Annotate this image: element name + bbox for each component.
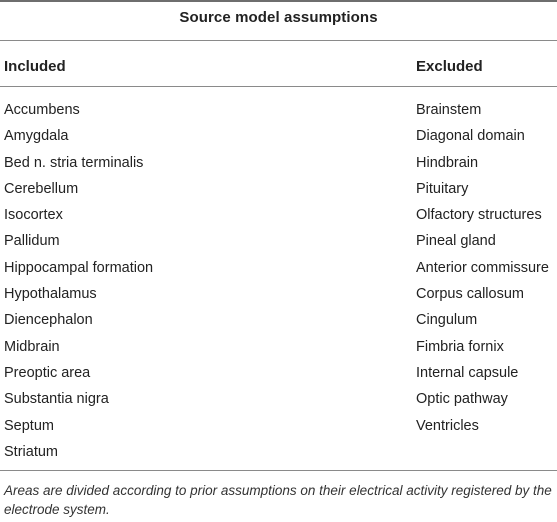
- list-item: Cingulum: [416, 312, 478, 329]
- title-rule: [0, 40, 557, 41]
- list-item: Fimbria fornix: [416, 338, 504, 355]
- list-item: Hindbrain: [416, 154, 479, 171]
- list-item: Ventricles: [416, 417, 479, 434]
- list-item: Brainstem: [416, 102, 482, 118]
- list-item: Pallidum: [4, 233, 60, 250]
- list-item: Bed n. stria terminalis: [4, 154, 144, 171]
- list-item: Optic pathway: [416, 391, 508, 408]
- list-item: Hippocampal formation: [4, 259, 154, 276]
- list-item: Anterior commissure: [416, 259, 549, 276]
- list-item: Midbrain: [4, 338, 60, 355]
- list-item: Septum: [4, 417, 54, 434]
- top-rule: [0, 0, 557, 2]
- table-footnote: Areas are divided according to prior assumptions on their electrical activity registered by the electrode system.: [4, 483, 552, 517]
- list-item: Accumbens: [4, 102, 80, 118]
- header-excluded: Excluded: [416, 58, 483, 75]
- list-item: Pituitary: [416, 180, 469, 197]
- header-included: Included: [4, 58, 66, 75]
- list-item: Isocortex: [4, 207, 63, 224]
- list-item: Diencephalon: [4, 312, 93, 329]
- header-rule: [0, 86, 557, 87]
- list-item: Striatum: [4, 443, 58, 460]
- included-list: [4, 101, 153, 469]
- list-item: Preoptic area: [4, 364, 91, 381]
- list-item: Hypothalamus: [4, 286, 97, 303]
- bottom-rule: [0, 470, 557, 471]
- excluded-list: [416, 101, 549, 443]
- list-item: Diagonal domain: [416, 128, 525, 145]
- list-item: Pineal gland: [416, 233, 496, 250]
- table-title: Source model assumptions: [179, 9, 378, 26]
- list-item: Internal capsule: [416, 364, 519, 381]
- list-item: Corpus callosum: [416, 286, 524, 303]
- list-item: Amygdala: [4, 128, 69, 145]
- list-item: Olfactory structures: [416, 207, 542, 224]
- list-item: Cerebellum: [4, 180, 79, 197]
- list-item: Substantia nigra: [4, 391, 109, 408]
